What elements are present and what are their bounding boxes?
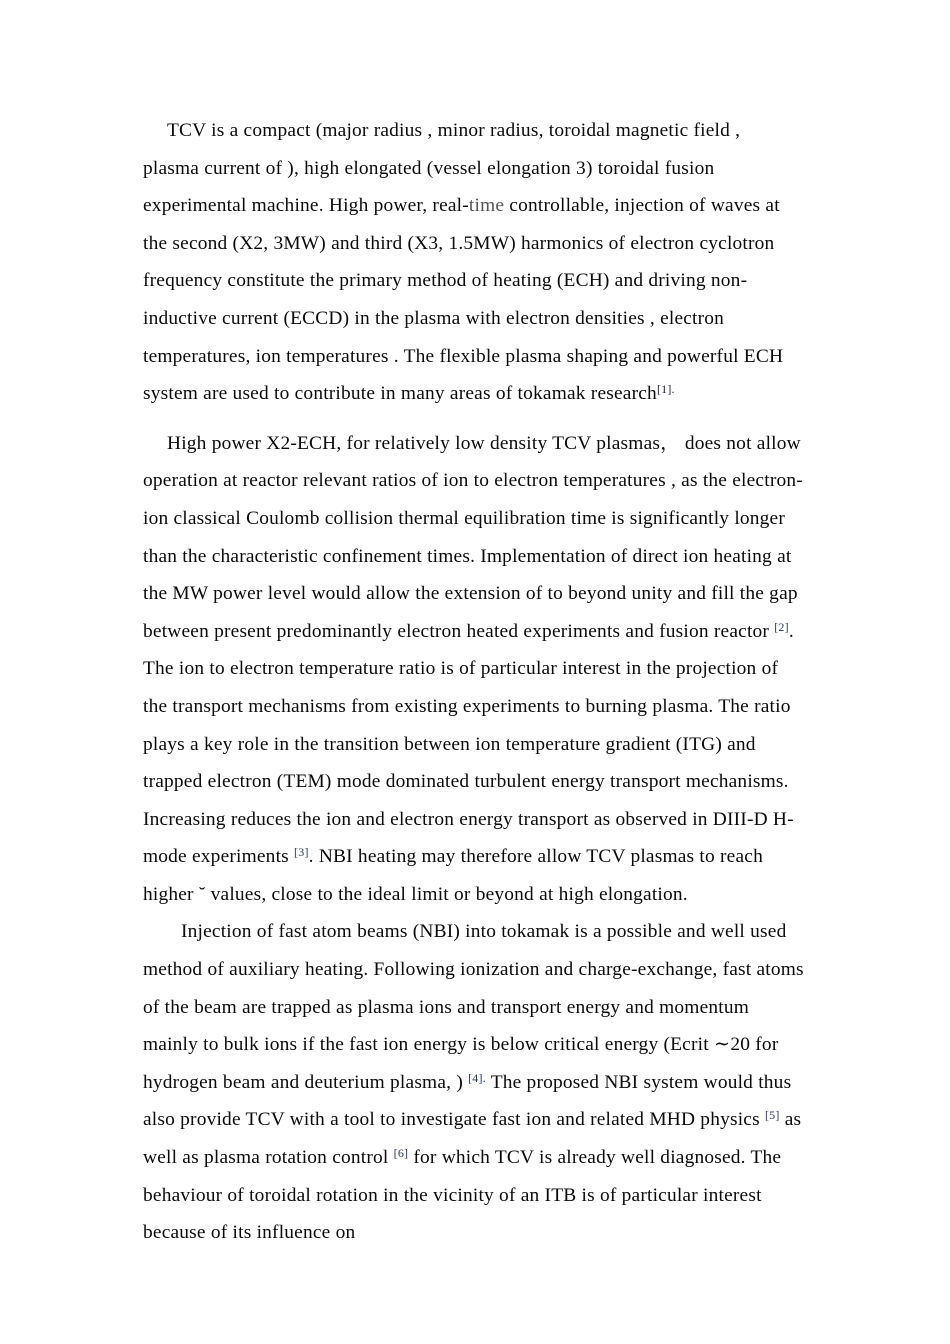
paragraph-3: [143, 913, 807, 1251]
paragraph-1-segment-b: controllable, injection of waves at the second (X2, 3MW) and third (X3, 1.5MW) harmonics of electron cyclotron frequency constitute the primary method of heating (ECH) and driving non-inductive current (ECCD) in the plasma with electron densities , electron temperatures, ion temperatures . The flexible plasma shaping and powerful ECH system are used to contribute in many areas of tokamak research: [143, 195, 784, 405]
citation-marker-3[interactable]: [3]: [294, 845, 309, 860]
citation-marker-1[interactable]: [1].: [656, 381, 675, 396]
citation-marker-6[interactable]: [6]: [393, 1145, 409, 1160]
paragraph-3-segment-d: for which TCV is already well diagnosed. The behaviour of toroidal rotation in the vicinity of an ITB is of particular interest because of its influence on: [143, 1147, 782, 1244]
paragraph-1-soft-word: time: [468, 195, 505, 217]
paragraph-1-segment-a: TCV is a compact (major radius , minor radius, toroidal magnetic field , plasma current of ), high elongated (vessel elongation 3) toroidal fusion experimental machine. High power, real-: [143, 120, 741, 217]
citation-marker-2[interactable]: [2]: [774, 619, 789, 634]
paragraph-3-segment-b: The proposed NBI system would thus also provide TCV with a tool to investigate fast ion and related MHD physics: [143, 1071, 792, 1131]
paragraph-2: [143, 425, 807, 914]
document-body: [143, 112, 807, 1252]
paragraph-2-segment-b: . The ion to electron temperature ratio is of particular interest in the projection of the transport mechanisms from existing experiments to burning plasma. The ratio plays a key role in the transition between ion temperature gradient (ITG) and trapped electron (TEM) mode dominated turbulent energy transport mechanisms. Increasing reduces the ion and electron energy transport as observed in DIII-D H-mode experiments: [143, 620, 794, 868]
citation-marker-5[interactable]: [5]: [764, 1108, 780, 1123]
paragraph-3-segment-c: as well as plasma rotation control: [143, 1109, 802, 1169]
paragraph-2-segment-a: High power X2-ECH, for relatively low density TCV plasmas， does not allow operation at reactor relevant ratios of ion to electron temperatures , as the electron-ion classical Coulomb collision thermal equilibration time is significantly longer than the characteristic confinement times. Implementation of direct ion heating at the MW power level would allow the extension of to beyond unity and fill the gap between present predominantly electron heated experiments and fusion reactor: [143, 432, 803, 642]
citation-marker-4[interactable]: [4].: [468, 1070, 486, 1085]
paragraph-1: [143, 112, 791, 413]
paragraph-2-segment-c: . NBI heating may therefore allow TCV plasmas to reach higher ˘ values, close to the ideal limit or beyond at high elongation.: [143, 846, 763, 905]
paragraph-3-segment-a: Injection of fast atom beams (NBI) into tokamak is a possible and well used method of auxiliary heating. Following ionization and charge-exchange, fast atoms of the beam are trapped as plasma ions and transport energy and momentum mainly to bulk ions if the fast ion energy is below critical energy (Ecrit ∼20 for hydrogen beam and deuterium plasma, ): [143, 921, 804, 1093]
